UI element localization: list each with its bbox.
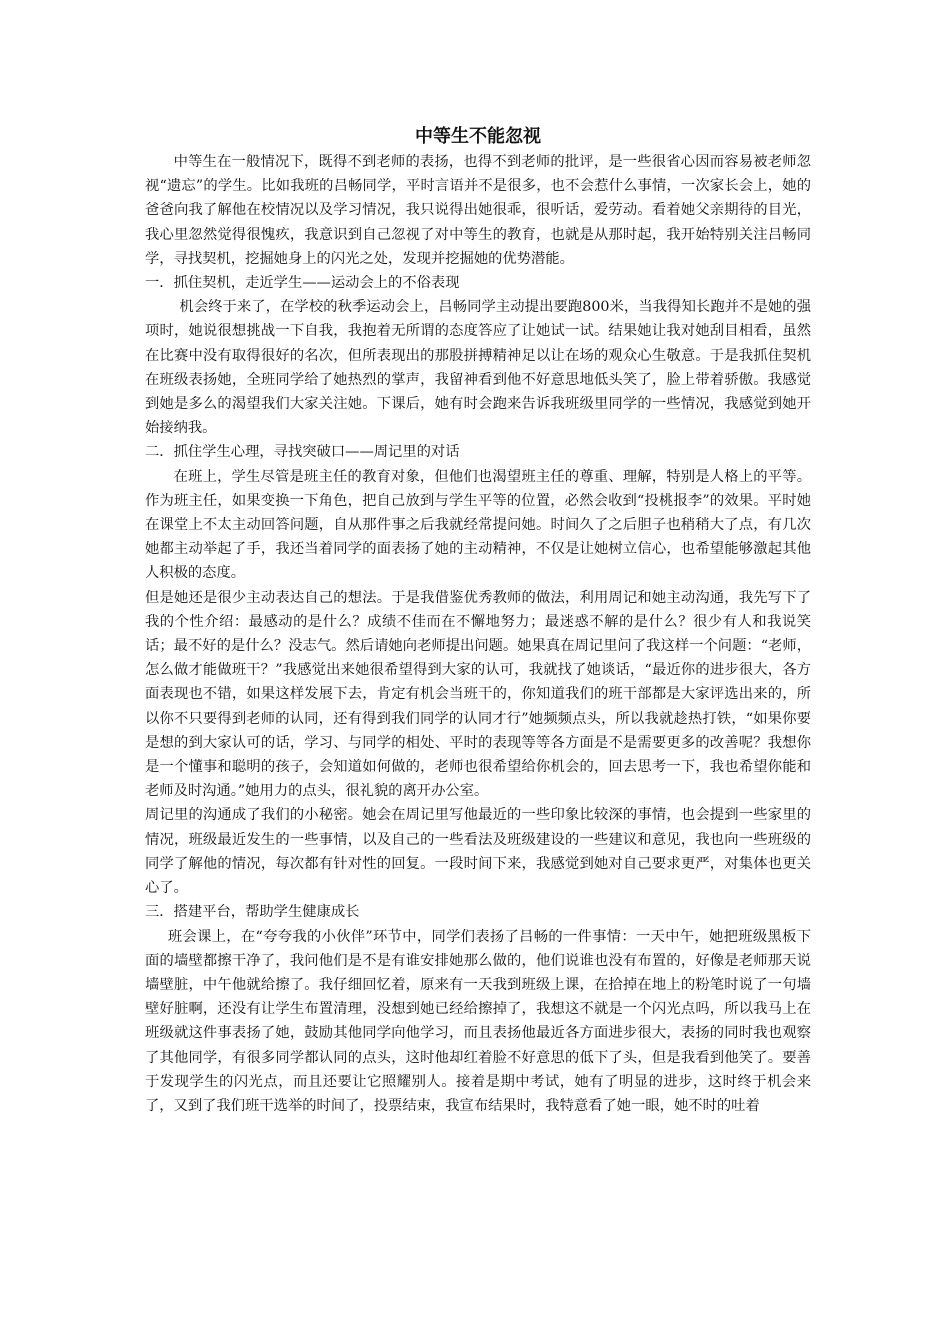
paragraph-intro: 中等生在一般情况下，既得不到老师的表扬，也得不到老师的批评，是一些很省心因而容易被老师忽视“遗忘”的学生。比如我班的吕畅同学，平时言语并不是很多，也不会惹什么事情，一次家长会上，她的爸爸向我了解他在校情况以及学习情况，我只说得出她很乖，很听话，爱劳动。看着她父亲期待的目光，我心里忽然觉得很愧疚，我意识到自己忽视了对中等生的教育，也就是从那时起，我开始特别关注吕畅同学，寻找契机，挖掘她身上的闪光之处，发现并挖掘她的优势潜能。 xyxy=(145,154,811,267)
document-body xyxy=(145,124,811,1118)
section-heading-3: 三．搭建平台，帮助学生健康成长 xyxy=(145,904,360,921)
paragraph-classroom: 在班上，学生尽管是班主任的教育对象，但他们也渴望班主任的尊重、理解，特别是人格上的平等。作为班主任，如果变换一下角色，把自己放到与学生平等的位置，必然会收到“投桃报李”的效果。平时她在课堂上不太主动回答问题，自从那件事之后我就经常提问她。时间久了之后胆子也稍稍大了点，有几次她都主动举起了手，我还当着同学的面表扬了她的主动精神，不仅是让她树立信心，也希望能够激起其他人积极的态度。 xyxy=(145,468,811,582)
paragraph-journal-secret: 周记里的沟通成了我们的小秘密。她会在周记里写他最近的一些印象比较深的事情，也会提到一些家里的情况，班级最近发生的一些事情，以及自己的一些看法及班级建设的一些建议和意见，我也向一些班级的同学了解他的情况，每次都有针对性的回复。一段时间下来，我感觉到她对自己要求更严，对集体也更关心了。 xyxy=(145,807,811,897)
paragraph-sports-meet: 机会终于来了，在学校的秋季运动会上，吕畅同学主动提出要跑800米，当我得知长跑并不是她的强项时，她说很想挑战一下自我，我抱着无所谓的态度答应了让她试一试。结果她让我对她刮目相看，虽然在比赛中没有取得很好的名次，但所表现出的那股拼搏精神足以让在场的观众心生敬意。于是我抓住契机在班级表扬她，全班同学给了她热烈的掌声，我留神看到他不好意思地低头笑了，脸上带着骄傲。我感觉到她是多么的渴望我们大家关注她。下课后，她有时会跑来告诉我班级里同学的一些情况，我感觉到她开始接纳我。 xyxy=(145,299,811,437)
section-heading-2: 二．抓住学生心理，寻找突破口——周记里的对话 xyxy=(145,444,460,461)
paragraph-weekly-journal: 但是她还是很少主动表达自己的想法。于是我借鉴优秀教师的做法，利用周记和她主动沟通，我先写下了我的个性介绍：最感动的是什么？成绩不佳而在不懈地努力；最迷惑不解的是什么？很少有人和我说笑话；最不好的是什么？没志气。然后请她向老师提出问题。她果真在周记里问了我这样一个问题：“老师，怎么做才能做班干？”我感觉出来她很希望得到大家的认可，我就找了她谈话，“最近你的进步很大，各方面表现也不错，如果这样发展下去，肯定有机会当班干的，你知道我们的班干部都是大家评选出来的，所以你不只要得到老师的认同，还有得到我们同学的认同才行”她频频点头，所以我就趁热打铁，“如果你要是想的到大家认可的话，学习、与同学的相处、平时的表现等等各方面是不是需要更多的改善呢？我想你是一个懂事和聪明的孩子，会知道如何做的，老师也很希望给你机会的，回去思考一下，我也希望你能和老师及时沟通。”她用力的点头，很礼貌的离开办公室。 xyxy=(145,589,811,800)
section-heading-1: 一．抓住契机，走近学生——运动会上的不俗表现 xyxy=(145,275,460,292)
document-title: 中等生不能忽视 xyxy=(415,126,541,147)
paragraph-class-meeting: 班会课上，在“夸夸我的小伙伴”环节中，同学们表扬了吕畅的一件事情：一天中午，她把班级黑板下面的墙壁都擦干净了，我问他们是不是有谁安排她那么做的，他们说谁也没有布置的，好像是老师那天说墙壁脏，中午他就给擦了。我仔细回忆着，原来有一天我到班级上课，在拾掉在地上的粉笔时说了一句墙壁好脏啊，还没有让学生布置清理，没想到她已经给擦掉了，我想这不就是一个闪光点吗，所以我马上在班级就这件事表扬了她，鼓励其他同学向他学习，而且表扬他最近各方面进步很大，表扬的同时我也观察了其他同学，有很多同学都认同的点头，这时他却红着脸不好意思的低下了头，但是我看到他笑了。要善于发现学生的闪光点，而且还要让它照耀别人。接着是期中考试，她有了明显的进步，这时终于机会来了，又到了我们班干选举的时间了，投票结束，我宣布结果时，我特意看了她一眼，她不时的吐着 xyxy=(145,928,811,1114)
